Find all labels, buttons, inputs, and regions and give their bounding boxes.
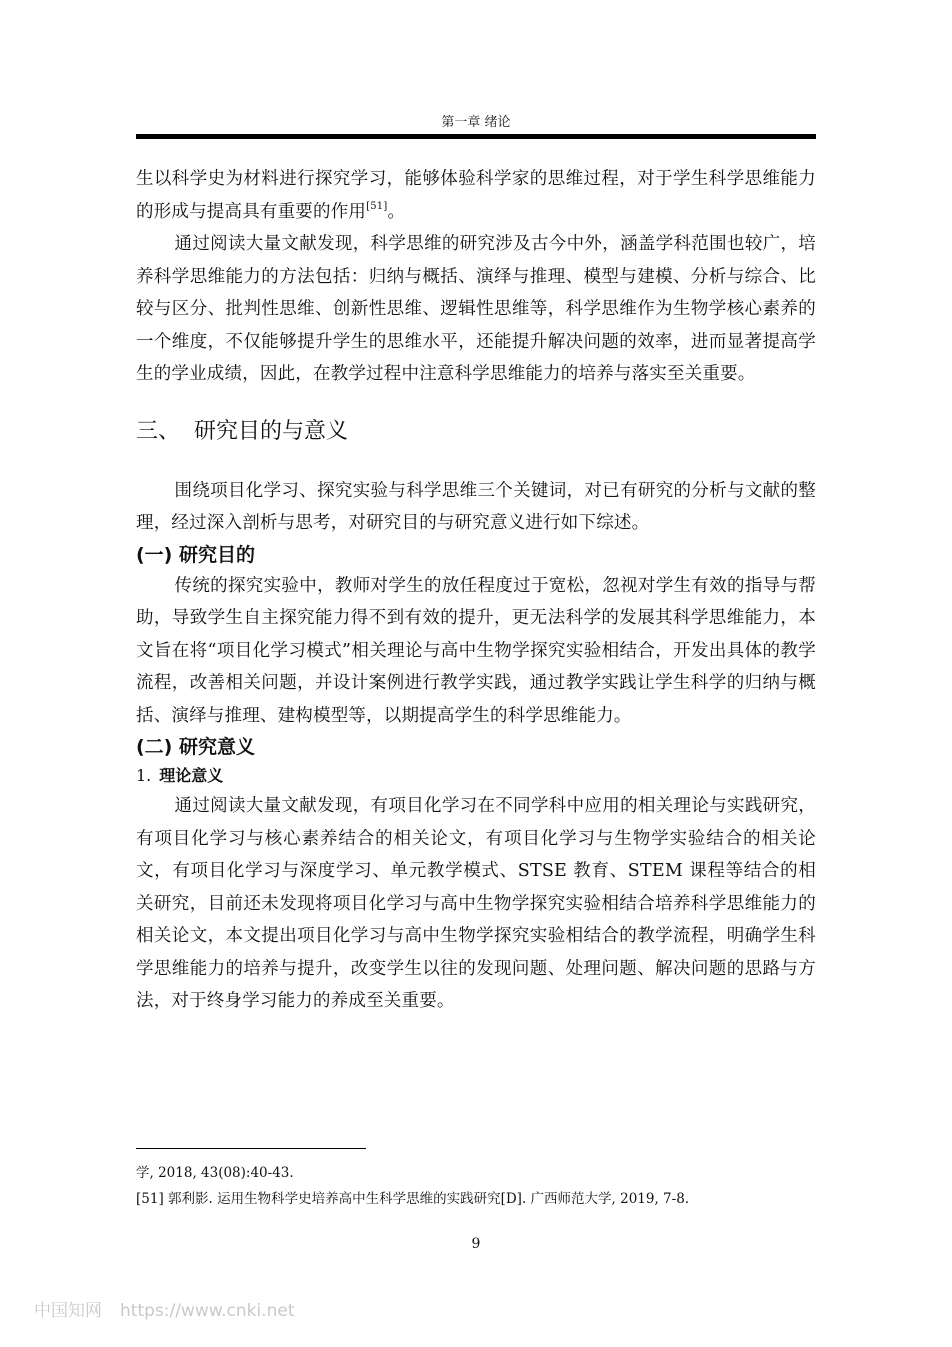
paragraph-continued bbox=[136, 163, 816, 228]
section-number: 三、 bbox=[136, 418, 181, 444]
watermark-url[interactable]: https://www.cnki.net bbox=[120, 1301, 295, 1321]
paragraph-theory: 通过阅读大量文献发现，有项目化学习在不同学科中应用的相关理论与实践研究，有项目化学习与核心素养结合的相关论文，有项目化学习与生物学实验结合的相关论文，有项目化学习与深度学习、单元教学模式、STSE 教育、STEM 课程等结合的相关研究，目前还未发现将项目化学习与高中生物学探究实验相结合培养科学思维能力的相关论文，本文提出项目化学习与高中生物学探究实验相结合的教学流程，明确学生科学思维能力的培养与提升，改变学生以往的发现问题、处理问题、解决问题的思路与方法，对于终身学习能力的养成至关重要。 bbox=[136, 796, 816, 1011]
watermark bbox=[34, 1296, 294, 1321]
page-body bbox=[136, 163, 816, 1018]
watermark-brand: 中国知网 bbox=[34, 1301, 102, 1321]
running-header: 第一章 绪论 bbox=[441, 115, 511, 130]
section-title: 研究目的与意义 bbox=[194, 418, 349, 444]
subsection-heading-purpose: (一) 研究目的 bbox=[136, 543, 255, 566]
footnote-rule bbox=[136, 1148, 366, 1149]
paragraph-purpose: 传统的探究实验中，教师对学生的放任程度过于宽松，忽视对学生有效的指导与帮助，导致学生自主探究能力得不到有效的提升，更无法科学的发展其科学思维能力，本文旨在将“项目化学习模式”相关理论与高中生物学探究实验相结合，开发出具体的教学流程，改善相关问题，并设计案例进行教学实践，通过教学实践让学生科学的归纳与概括、演绎与推理、建构模型等，以期提高学生的科学思维能力。 bbox=[136, 575, 816, 726]
item-title: 理论意义 bbox=[159, 766, 224, 785]
citation-ref[interactable]: [51] bbox=[366, 200, 388, 212]
section-heading bbox=[136, 417, 816, 447]
header-rule bbox=[136, 134, 816, 139]
section-intro: 围绕项目化学习、探究实验与科学思维三个关键词，对已有研究的分析与文献的整理，经过深入剖析与思考，对研究目的与研究意义进行如下综述。 bbox=[136, 480, 816, 533]
paragraph-text: 生以科学史为材料进行探究学习，能够体验科学家的思维过程，对于学生科学思维能力的形成与提高具有重要的作用 bbox=[136, 169, 816, 222]
footnotes bbox=[136, 1160, 826, 1212]
footnote-line: [51] 郭利影. 运用生物科学史培养高中生科学思维的实践研究[D]. 广西师范大学, 2019, 7-8. bbox=[136, 1191, 690, 1207]
paragraph-end: 。 bbox=[387, 201, 406, 222]
paragraph-literature-summary: 通过阅读大量文献发现，科学思维的研究涉及古今中外，涵盖学科范围也较广，培养科学思维能力的方法包括：归纳与概括、演绎与推理、模型与建模、分析与综合、比较与区分、批判性思维、创新性思维、逻辑性思维等，科学思维作为生物学核心素养的一个维度，不仅能够提升学生的思维水平，还能提升解决问题的效率，进而显著提高学生的学业成绩，因此，在教学过程中注意科学思维能力的培养与落实至关重要。 bbox=[136, 234, 816, 384]
page-number: 9 bbox=[471, 1236, 481, 1252]
item-number: 1. bbox=[136, 766, 152, 785]
subsection-heading-significance: (二) 研究意义 bbox=[136, 736, 255, 758]
footnote-line: 学, 2018, 43(08):40-43. bbox=[136, 1165, 294, 1181]
item-heading-theory bbox=[136, 762, 816, 790]
